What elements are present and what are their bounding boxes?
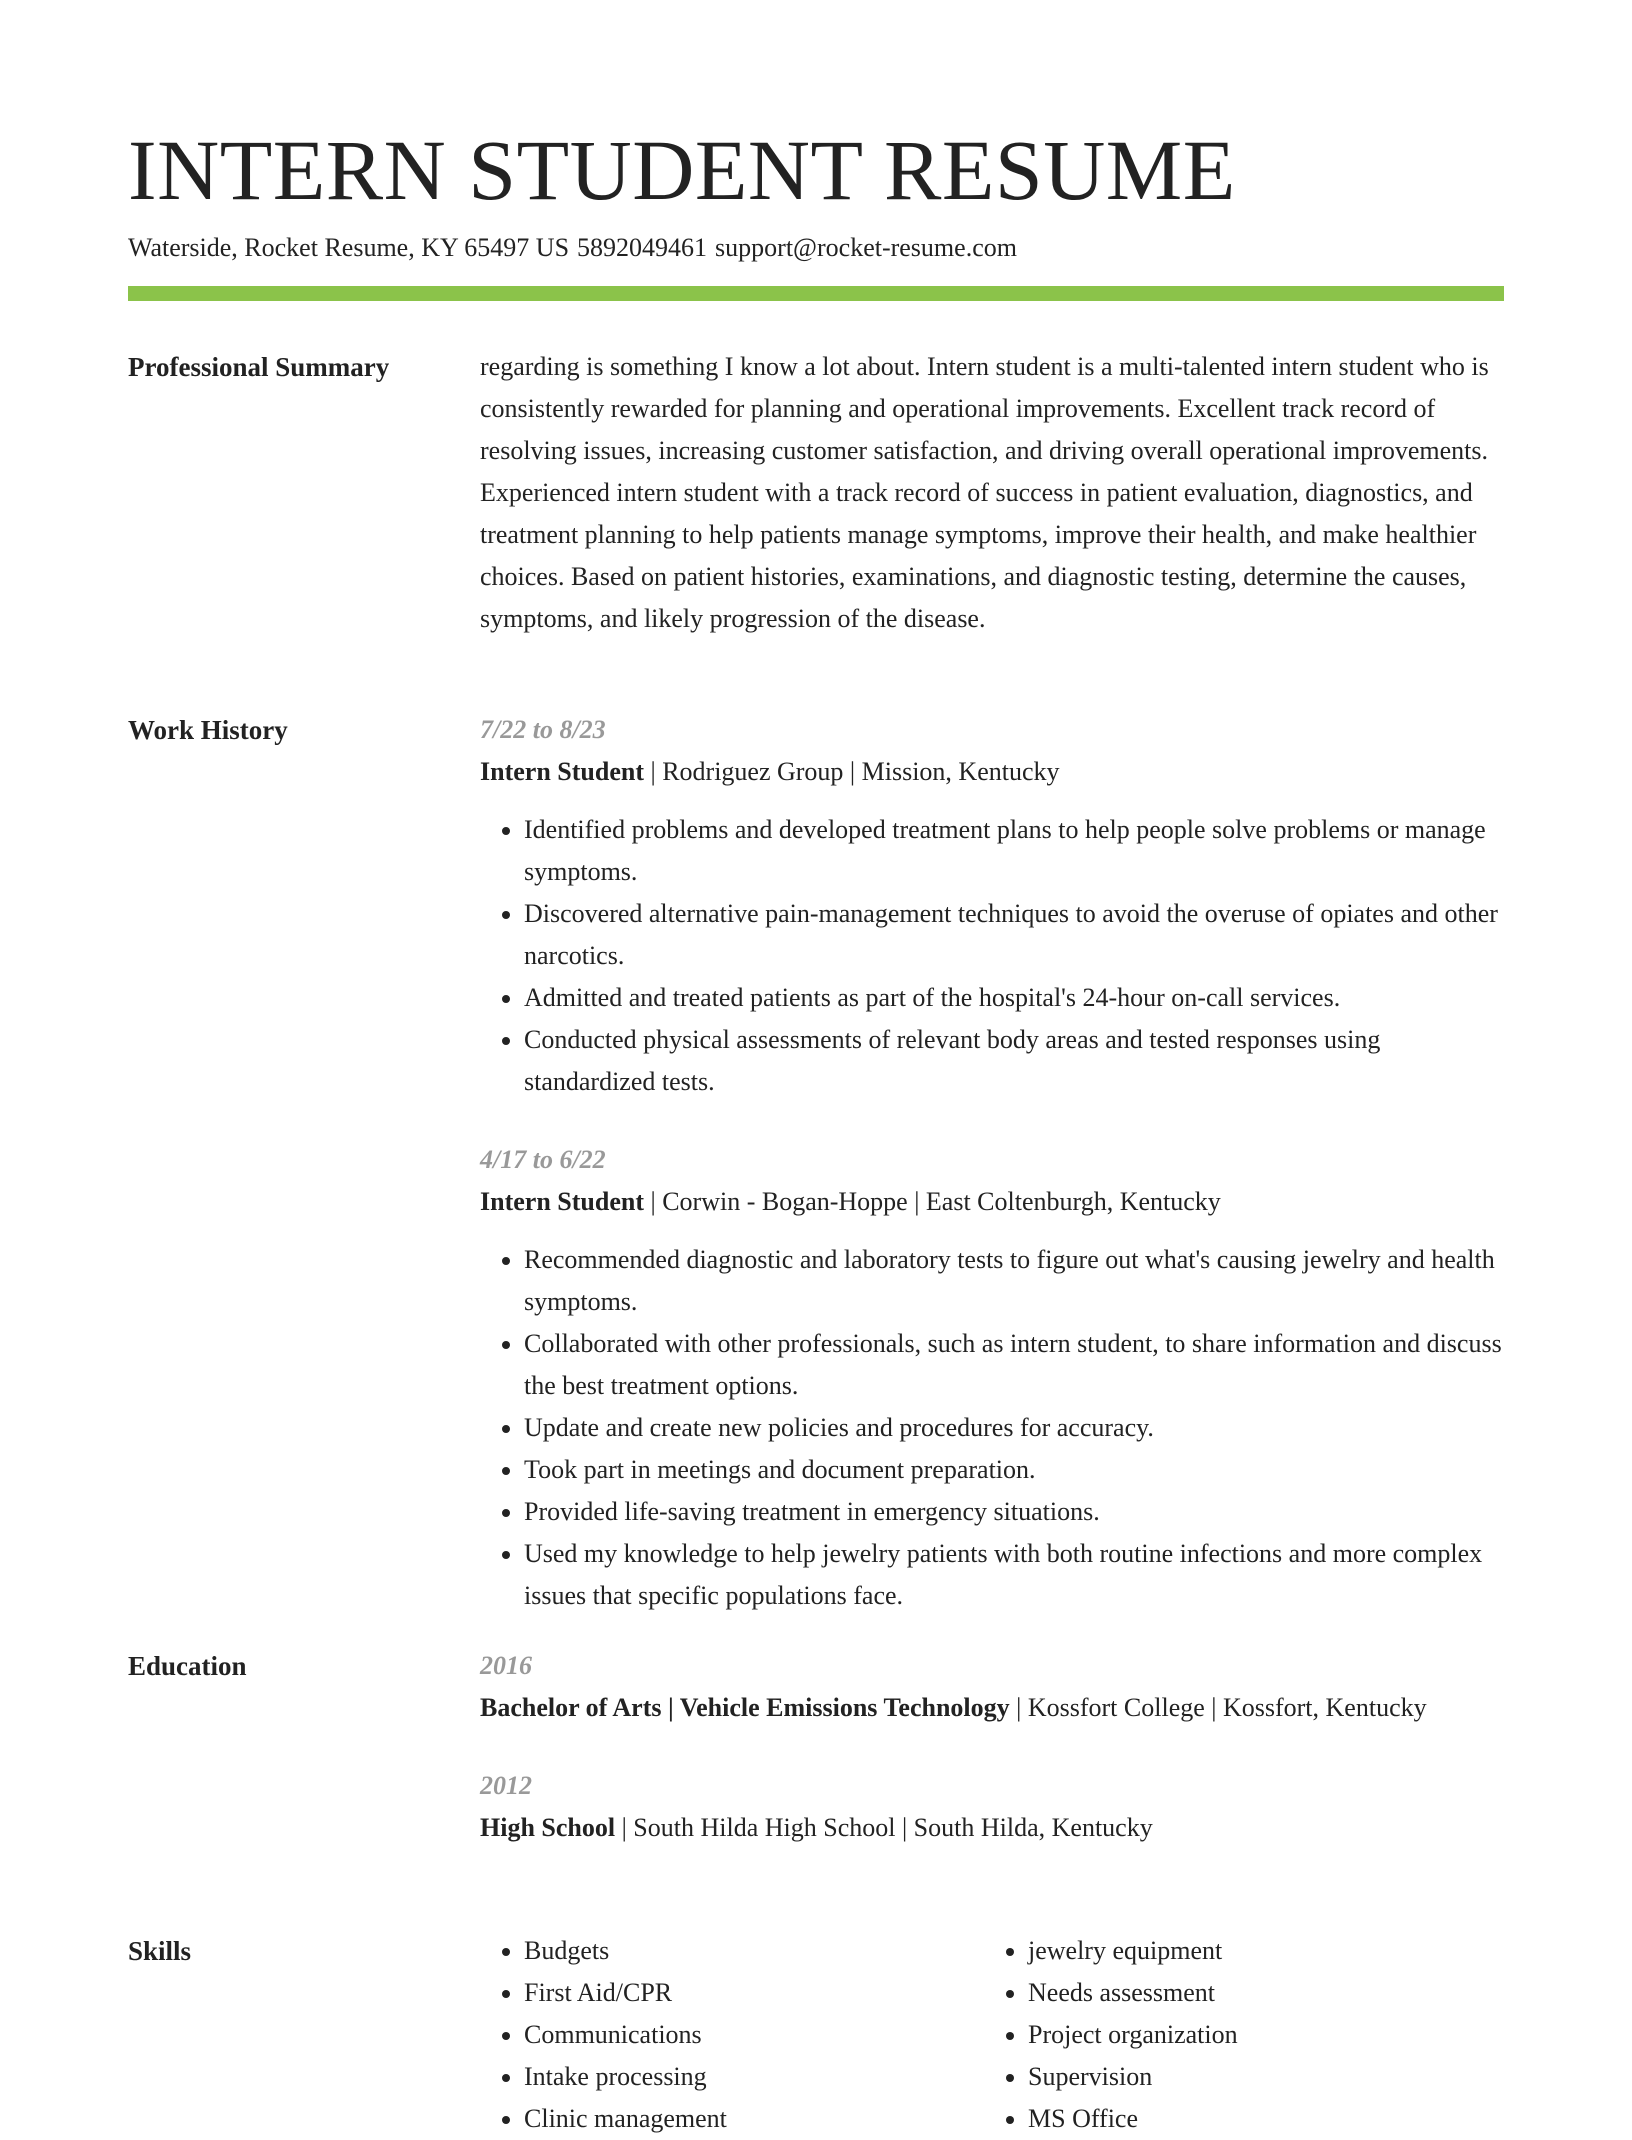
education-line [480,1807,1504,1849]
list-item: • Clinic management [524,2098,984,2140]
list-item: • Collaborated with other professionals, such as intern student, to share information and discuss the best treatment options. [524,1323,1504,1407]
skills-list-left [480,1930,984,2140]
job-bullets [480,809,1504,1103]
job-bullets [480,1239,1504,1617]
job-title: Intern Student [480,757,644,786]
job-role-line [480,1181,1504,1223]
job-entry [480,709,1504,1103]
education-label: Education [128,1651,247,1681]
summary-text: regarding is something I know a lot about. Intern student is a multi-talented intern student who is consistently rewarded for planning and operational improvements. Excellent track record of resolving issues, increasing customer satisfaction, and driving overall operational improvements. Experienced intern student with a track record of success in patient evaluation, diagnostics, and treatment planning to help patients manage symptoms, improve their health, and make healthier choices. Based on patient histories, examinations, and diagnostic testing, determine the causes, symptoms, and likely progression of the disease. [480,352,1489,633]
list-item: • Took part in meetings and document preparation. [524,1449,1504,1491]
education-details: | South Hilda High School | South Hilda, Kentucky [615,1813,1153,1842]
list-item: • Update and create new policies and procedures for accuracy. [524,1407,1504,1449]
list-item: • Admitted and treated patients as part of the hospital's 24-hour on-call services. [524,977,1504,1019]
work-history-body [480,709,1504,1617]
summary-body [480,346,1504,640]
education-body [480,1645,1504,1849]
skills-column-left [480,1930,984,2140]
list-item: • Identified problems and developed treatment plans to help people solve problems or manage symptoms. [524,809,1504,893]
job-dates: 4/17 to 6/22 [480,1145,606,1174]
list-item: • Provided life-saving treatment in emergency situations. [524,1491,1504,1533]
email: support@rocket-resume.com [715,233,1017,262]
job-entry [480,1139,1504,1617]
education-degree: Bachelor of Arts | Vehicle Emissions Technology [480,1693,1010,1722]
education-year: 2016 [480,1651,532,1680]
job-dates: 7/22 to 8/23 [480,715,606,744]
skills-list-right [984,1930,1488,2140]
list-item: • Supervision [1028,2056,1488,2098]
list-item: • Needs assessment [1028,1972,1488,2014]
education-entry [480,1765,1504,1849]
summary-label: Professional Summary [128,352,390,382]
list-item: • First Aid/CPR [524,1972,984,2014]
list-item: • Recommended diagnostic and laboratory tests to figure out what's causing jewelry and health symptoms. [524,1239,1504,1323]
resume-title: INTERN STUDENT RESUME [128,122,1236,218]
phone: 5892049461 [577,233,708,262]
job-role-line [480,751,1504,793]
education-year: 2012 [480,1771,532,1800]
education-entry [480,1645,1504,1729]
header-divider [128,286,1504,301]
list-item: • MS Office [1028,2098,1488,2140]
list-item: • Used my knowledge to help jewelry patients with both routine infections and more complex issues that specific populations face. [524,1533,1504,1617]
education-degree: High School [480,1813,616,1842]
job-details: | Corwin - Bogan-Hoppe | East Coltenburgh, Kentucky [643,1187,1221,1216]
list-item: • Intake processing [524,2056,984,2098]
list-item: • Discovered alternative pain-management techniques to avoid the overuse of opiates and other narcotics. [524,893,1504,977]
skills-column-right [984,1930,1488,2140]
list-item: • Communications [524,2014,984,2056]
education-line [480,1687,1504,1729]
skills-label: Skills [128,1936,192,1966]
list-item: • Project organization [1028,2014,1488,2056]
list-item: • Conducted physical assessments of relevant body areas and tested responses using standardized tests. [524,1019,1504,1103]
education-details: | Kossfort College | Kossfort, Kentucky [1009,1693,1427,1722]
list-item: • Budgets [524,1930,984,1972]
address: Waterside, Rocket Resume, KY 65497 US [128,233,570,262]
skills-body [480,1930,1504,2140]
contact-line [128,230,1025,266]
skills-columns [480,1930,1504,2140]
list-item: • jewelry equipment [1028,1930,1488,1972]
job-title: Intern Student [480,1187,644,1216]
work-history-label: Work History [128,715,288,745]
job-details: | Rodriguez Group | Mission, Kentucky [643,757,1060,786]
